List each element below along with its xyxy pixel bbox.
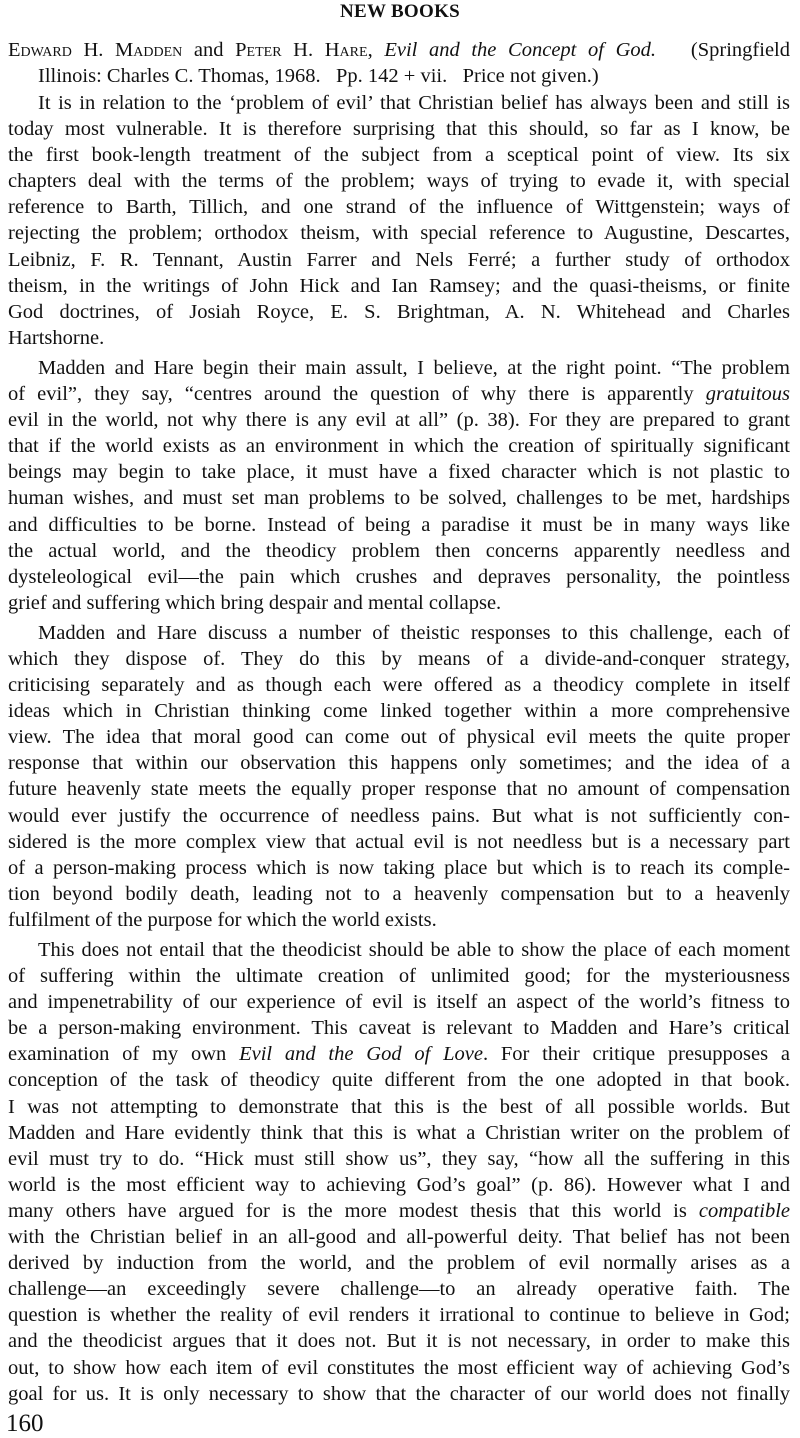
- text-line: would ever justify the occurrence of needless pains. But what is not sufficiently con-: [8, 804, 790, 827]
- text-line: Madden and Hare evidently think that this is what a Christian writer on the problem of: [8, 1121, 790, 1144]
- italic-text: Evil and the God of Love: [239, 1043, 483, 1066]
- text-line: out, to show how each item of evil constitutes the most efficient way of achieving God’s: [8, 1356, 790, 1379]
- text-line: and impenetrability of our experience of evil is itself an aspect of the world’s fitness to: [8, 991, 790, 1014]
- paragraph: [8, 620, 790, 933]
- italic-text: gratuitous: [705, 383, 790, 406]
- paragraph: [8, 937, 790, 1407]
- book-title: Evil and the Concept of God.: [384, 39, 657, 61]
- text-line: of a person-making process which is now taking place but which is to reach its comple-: [8, 856, 790, 879]
- text-line: of suffering within the ultimate creation of unlimited good; for the mysteriousness: [8, 965, 790, 988]
- text-line: which they dispose of. They do this by means of a divide-and-conquer strategy,: [8, 647, 790, 670]
- text-line: conception of the task of theodicy quite different from the one adopted in that book.: [8, 1069, 790, 1092]
- page-number: 160: [6, 1410, 44, 1437]
- text-line: world is the most efficient way to achieving God’s goal” (p. 86). However what I and: [8, 1173, 790, 1196]
- text-line: goal for us. It is only necessary to show that the character of our world does not finally: [8, 1382, 790, 1405]
- text-line: evil in the world, not why there is any evil at all” (p. 38). For they are prepared to grant: [8, 409, 790, 432]
- text-line: This does not entail that the theodicist should be able to show the place of each moment: [38, 939, 790, 961]
- text-line: [8, 381, 790, 407]
- text-line: [8, 1041, 790, 1067]
- text-segment: examination of my own: [8, 1043, 240, 1066]
- text-segment: many others have argued for is the more modest thesis that this world is: [8, 1199, 699, 1222]
- text-line: reference to Barth, Tillich, and one strand of the influence of Wittgenstein; ways of: [8, 196, 790, 219]
- text-segment: . For their critique presupposes a: [482, 1043, 790, 1066]
- text-line: challenge—an exceedingly severe challenge—to an already operative faith. The: [8, 1278, 790, 1301]
- paragraph: [8, 90, 790, 351]
- text-line: future heavenly state meets the equally proper response that no amount of compensation: [8, 778, 790, 801]
- text-line: that if the world exists as an environment in which the creation of spiritually significant: [8, 435, 790, 458]
- author-1: Edward H. Madden: [8, 39, 183, 61]
- text-segment: of evil”, they say, “centres around the question of why there is apparently: [8, 383, 706, 406]
- text-line: view. The idea that moral good can come out of physical evil meets the quite proper: [8, 726, 790, 749]
- citation-comma: ,: [367, 39, 385, 61]
- publisher-place: (Springfield: [656, 39, 790, 61]
- text-line: Madden and Hare begin their main assult, I believe, at the right point. “The problem: [38, 356, 790, 379]
- text-line: Hartshorne.: [8, 326, 105, 349]
- text-line: human wishes, and must set man problems to be solved, challenges to be met, hardships: [8, 487, 790, 510]
- author-2: Peter H. Hare: [235, 39, 368, 61]
- text-line: [8, 1198, 790, 1224]
- paragraph: [8, 355, 790, 616]
- text-line: tion beyond bodily death, leading not to a heavenly compensation but to a heavenly: [8, 882, 790, 905]
- text-line: the actual world, and the theodicy problem then concerns apparently needless and: [8, 539, 790, 562]
- text-line: the first book-length treatment of the subject from a sceptical point of view. Its six: [8, 144, 790, 167]
- text-line: and the theodicist argues that it does not. But it is not necessary, in order to make this: [8, 1330, 790, 1353]
- book-citation: [8, 37, 790, 89]
- citation-line-2: Illinois: Charles C. Thomas, 1968. Pp. 142 + vii. Price not given.): [38, 65, 599, 87]
- review-body: [8, 90, 790, 1411]
- citation-line-1: [8, 37, 790, 63]
- text-line: rejecting the problem; orthodox theism, with special reference to Augustine, Descartes,: [8, 222, 790, 245]
- text-line: today most vulnerable. It is therefore surprising that this should, so far as I know, be: [8, 118, 790, 141]
- text-line: beings may begin to take place, it must have a fixed character which is not plastic to: [8, 461, 790, 484]
- italic-text: compatible: [698, 1199, 790, 1222]
- text-line: Leibniz, F. R. Tennant, Austin Farrer and Nels Ferré; a further study of orthodox: [8, 248, 790, 271]
- text-line: evil must try to do. “Hick must still show us”, they say, “how all the suffering in this: [8, 1147, 790, 1170]
- text-line: It is in relation to the ‘problem of evil’ that Christian belief has always been and still is: [38, 92, 790, 114]
- text-line: Madden and Hare discuss a number of theistic responses to this challenge, each of: [38, 621, 790, 644]
- text-line: chapters deal with the terms of the problem; ways of trying to evade it, with special: [8, 170, 790, 193]
- text-line: criticising separately and as though each were offered as a theodicy complete in itself: [8, 674, 790, 697]
- running-header: NEW BOOKS: [339, 1, 461, 22]
- text-line: with the Christian belief in an all-good and all-powerful deity. That belief has not been: [8, 1226, 790, 1249]
- text-line: question is whether the reality of evil renders it irrational to continue to believe in God;: [8, 1304, 790, 1327]
- text-line: theism, in the writings of John Hick and Ian Ramsey; and the quasi-theisms, or finite: [8, 274, 790, 297]
- text-line: grief and suffering which bring despair and mental collapse.: [8, 591, 502, 614]
- text-line: ideas which in Christian thinking come linked together within a more comprehensive: [8, 700, 790, 723]
- text-line: I was not attempting to demonstrate that this is the best of all possible worlds. But: [8, 1095, 790, 1118]
- text-line: be a person-making environment. This caveat is relevant to Madden and Hare’s critical: [8, 1017, 790, 1040]
- text-line: God doctrines, of Josiah Royce, E. S. Brightman, A. N. Whitehead and Charles: [8, 300, 790, 323]
- text-line: response that within our observation this happens only sometimes; and the idea of a: [8, 752, 790, 775]
- text-line: dysteleological evil—the pain which crushes and depraves personality, the pointless: [8, 565, 790, 588]
- text-line: and difficulties to be borne. Instead of being a paradise it must be in many ways like: [8, 513, 790, 536]
- citation-and: and: [182, 39, 236, 61]
- text-line: derived by induction from the world, and the problem of evil normally arises as a: [8, 1252, 790, 1275]
- text-line: sidered is the more complex view that actual evil is not needless but is a necessary part: [8, 830, 790, 853]
- text-line: fulfilment of the purpose for which the world exists.: [8, 908, 437, 931]
